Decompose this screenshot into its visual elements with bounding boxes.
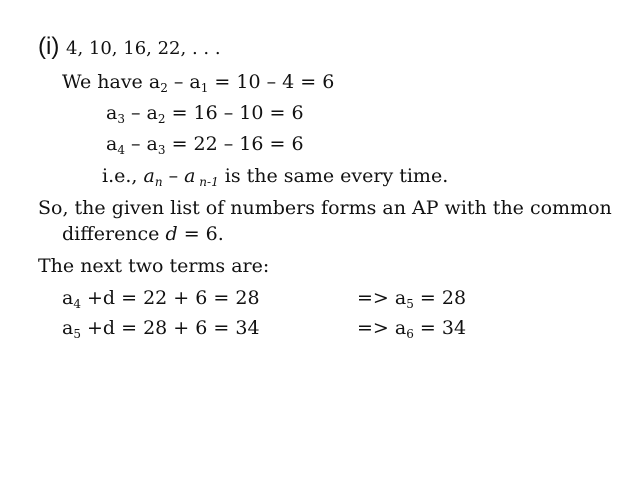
term-5-result	[357, 286, 466, 310]
equation-rest: +d = 28 + 6 = 34	[80, 317, 260, 339]
term: – a	[124, 102, 158, 124]
equation-rest: = 22 – 16 = 6	[165, 133, 304, 155]
difference-line-3	[106, 132, 304, 156]
term-an: a	[143, 165, 155, 187]
term: – a	[167, 71, 201, 93]
conclusion-line-1	[38, 196, 612, 220]
result-value: = 28	[413, 287, 467, 309]
subscript: 1	[200, 81, 209, 95]
subscript: 5	[406, 297, 414, 311]
next-terms-heading	[38, 254, 269, 278]
conclusion-text: So, the given list of numbers forms an AP with the common	[38, 197, 612, 219]
subscript: 3	[157, 143, 166, 157]
sequence-header	[38, 32, 221, 64]
term: – a	[124, 133, 158, 155]
subscript: 4	[73, 297, 81, 311]
intro-text: We have	[62, 71, 149, 93]
term: a	[106, 102, 118, 124]
minus-sign: –	[162, 165, 185, 187]
term: a	[62, 317, 74, 339]
sequence-text: 4, 10, 16, 22, . . .	[66, 38, 221, 59]
equation-rest: +d = 22 + 6 = 28	[80, 287, 260, 309]
subscript-n-minus-1: n-1	[195, 175, 219, 189]
subscript: 2	[160, 81, 168, 95]
subscript: 4	[117, 143, 125, 157]
subscript: 5	[73, 327, 81, 341]
subscript: 2	[157, 112, 166, 126]
term-a: a	[184, 165, 196, 187]
term-6-result	[357, 316, 466, 340]
result-prefix: => a	[357, 317, 407, 339]
result-value: = 34	[413, 317, 467, 339]
term-5-calc	[62, 286, 260, 310]
term-6-calc	[62, 316, 260, 340]
subscript: 6	[406, 327, 414, 341]
ie-prefix: i.e.,	[102, 165, 144, 187]
difference-label: difference	[62, 223, 166, 245]
difference-line-2	[106, 101, 304, 125]
subscript-n: n	[154, 175, 163, 189]
ie-line	[102, 164, 448, 188]
term: a	[148, 71, 161, 93]
next-terms-text: The next two terms are:	[38, 255, 270, 277]
equation-rest: = 10 – 4 = 6	[208, 71, 335, 93]
subscript: 3	[117, 112, 125, 126]
part-label: (i)	[38, 33, 60, 60]
equation-rest: = 16 – 10 = 6	[165, 102, 304, 124]
term: a	[62, 287, 74, 309]
conclusion-line-2	[62, 222, 224, 246]
difference-line-1	[62, 70, 334, 94]
ie-rest: is the same every time.	[218, 165, 449, 187]
difference-value: = 6.	[177, 223, 224, 245]
term: a	[106, 133, 118, 155]
d-symbol: d	[165, 223, 178, 245]
result-prefix: => a	[357, 287, 407, 309]
